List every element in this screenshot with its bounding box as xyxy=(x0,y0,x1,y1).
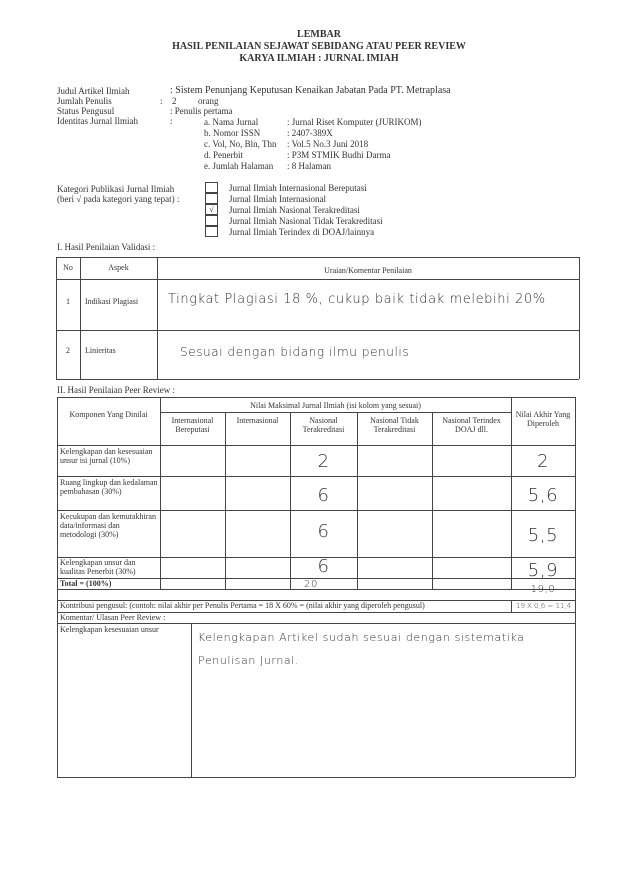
peer-row-4-nilai: 6 xyxy=(317,556,330,577)
jumlah-penulis-unit: orang xyxy=(198,96,219,106)
validasi-row-1-aspek: Indikasi Plagiasi xyxy=(85,297,139,306)
kategori-option-4: Jurnal Ilmiah Nasional Tidak Terakreditasi xyxy=(229,216,383,226)
validasi-row-2-aspek: Linieritas xyxy=(85,346,116,355)
penerbit-value: : P3M STMIK Budhi Darma xyxy=(287,150,391,160)
col-komponen-header: Komponen Yang Dinilai xyxy=(69,410,148,419)
komentar-line-2: Penulisan Jurnal. xyxy=(198,654,300,667)
peer-row-4-akhir: 5,9 xyxy=(527,560,559,581)
peer-row-1-komponen: Kelengkapan dan kesesuaian unsur isi jurnal (10%) xyxy=(60,447,153,465)
kontribusi-label: Kontribusi pengusul: (contoh: nilai akhir per Penulis Pertama = 18 X 60% = (nilai akhir yang diperoleh pengusul) xyxy=(60,601,425,610)
issn-value: : 2407-389X xyxy=(287,128,333,138)
kategori-checkbox-5[interactable] xyxy=(205,226,218,237)
volume-value: : Vol.5 No.3 Juni 2018 xyxy=(287,139,369,149)
kategori-checkbox-4[interactable] xyxy=(205,215,218,226)
identitas-jurnal-colon: : xyxy=(170,116,173,126)
nama-jurnal-value: : Jurnal Riset Komputer (JURIKOM) xyxy=(287,117,422,127)
nama-jurnal-label: a. Nama Jurnal xyxy=(204,117,259,127)
validasi-row-2-no: 2 xyxy=(66,346,70,355)
kontribusi-value: 19 X 0,6 = 11,4 xyxy=(516,602,572,610)
peer-row-2-komponen: Ruang lingkup dan kedalaman pembahasan (30%) xyxy=(60,478,158,496)
peer-section-title: II. Hasil Penilaian Peer Review : xyxy=(57,385,175,395)
peer-row-4-komponen: Kelengkapan unsur dan kualitas Penerbit (30%) xyxy=(60,558,136,576)
jumlah-penulis-label: Jumlah Penulis xyxy=(57,96,112,106)
col-nasional-tidak-terakreditasi: Nasional Tidak Terakreditasi xyxy=(370,416,419,434)
peer-row-1-nilai: 2 xyxy=(317,451,330,472)
col-nasional-terakreditasi: Nasional Terakreditasi xyxy=(302,416,345,434)
validasi-section-title: I. Hasil Penilaian Validasi : xyxy=(57,242,156,252)
halaman-label: e. Jumlah Halaman xyxy=(204,161,274,171)
validasi-row-2-komentar: Sesuai dengan bidang ilmu penulis xyxy=(180,345,410,359)
issn-label: b. Nomor ISSN xyxy=(204,128,261,138)
col-internasional: Internasional xyxy=(236,416,279,425)
peer-row-2-akhir: 5,6 xyxy=(527,485,559,506)
validasi-row-1-komentar: Tingkat Plagiasi 18 %, cukup baik tidak melebihi 20% xyxy=(168,292,546,307)
status-pengusul-label: Status Pengusul xyxy=(57,106,115,116)
komentar-line-1: Kelengkapan Artikel sudah sesuai dengan sistematika xyxy=(198,631,525,644)
col-nasional-doaj: Nasional Terindex DOAJ dll. xyxy=(442,416,501,434)
col-aspek-header: Aspek xyxy=(108,263,129,272)
jumlah-penulis-colon: : xyxy=(160,96,163,106)
col-nilai-maks-header: Nilai Maksimal Jurnal Ilmiah (isi kolom yang sesuai) xyxy=(250,401,421,410)
kategori-option-3: Jurnal Ilmiah Nasional Terakreditasi xyxy=(229,205,360,215)
col-nilai-akhir-header: Nilai Akhir Yang Diperoleh xyxy=(515,410,571,428)
halaman-value: : 8 Halaman xyxy=(287,161,331,171)
total-akhir: 19,0 xyxy=(530,584,556,595)
kategori-option-2: Jurnal Ilmiah Internasional xyxy=(229,194,326,204)
header-lembar: LEMBAR xyxy=(297,29,341,40)
kategori-label: Kategori Publikasi Jurnal Ilmiah xyxy=(57,184,175,194)
kategori-option-5: Jurnal Ilmiah Terindex di DOAJ/lainnya xyxy=(229,227,375,237)
status-pengusul-value: : Penulis pertama xyxy=(170,106,233,116)
header-title: HASIL PENILAIAN SEJAWAT SEBIDANG ATAU PEER REVIEW xyxy=(172,41,466,52)
validasi-row-1-no: 1 xyxy=(66,297,70,306)
kategori-hint: (beri √ pada kategori yang tepat) : xyxy=(57,194,180,204)
peer-row-3-komponen: Kecukupan dan kemutakhiran data/informasi dan metodologi (30%) xyxy=(60,512,156,539)
header-subtitle: KARYA ILMIAH : JURNAL IMIAH xyxy=(239,53,399,64)
col-no-header: No xyxy=(63,263,73,272)
judul-value: : Sistem Penunjang Keputusan Kenaikan Jabatan Pada PT. Metraplasa xyxy=(170,85,451,96)
komentar-title: Komentar/ Ulasan Peer Review : xyxy=(60,613,166,622)
judul-label: Judul Artikel Ilmiah xyxy=(57,86,130,96)
penerbit-label: d. Penerbit xyxy=(204,150,243,160)
peer-row-2-nilai: 6 xyxy=(317,485,330,506)
col-internasional-bereputasi: Internasional Bereputasi xyxy=(171,416,214,434)
identitas-jurnal-label: Identitas Jurnal Ilmiah xyxy=(57,116,138,126)
peer-row-3-nilai: 6 xyxy=(317,521,330,542)
total-value: 20 xyxy=(304,579,318,590)
peer-row-3-akhir: 5,5 xyxy=(527,525,559,546)
kategori-option-1: Jurnal Ilmiah Internasional Bereputasi xyxy=(229,183,367,193)
total-label: Total = (100%) xyxy=(60,579,112,588)
jumlah-penulis-value: 2 xyxy=(172,96,177,106)
volume-label: c. Vol, No, Bln, Thn xyxy=(204,139,277,149)
peer-row-1-akhir: 2 xyxy=(536,451,550,472)
kategori-checkbox-2[interactable] xyxy=(205,193,218,204)
kategori-checkbox-3[interactable]: √ xyxy=(205,204,218,215)
komentar-row-label: Kelengkapan kesesuaian unsur xyxy=(60,625,159,634)
col-uraian-header: Uraian/Komentar Penilaian xyxy=(324,266,412,275)
kategori-checkbox-1[interactable] xyxy=(205,182,218,193)
